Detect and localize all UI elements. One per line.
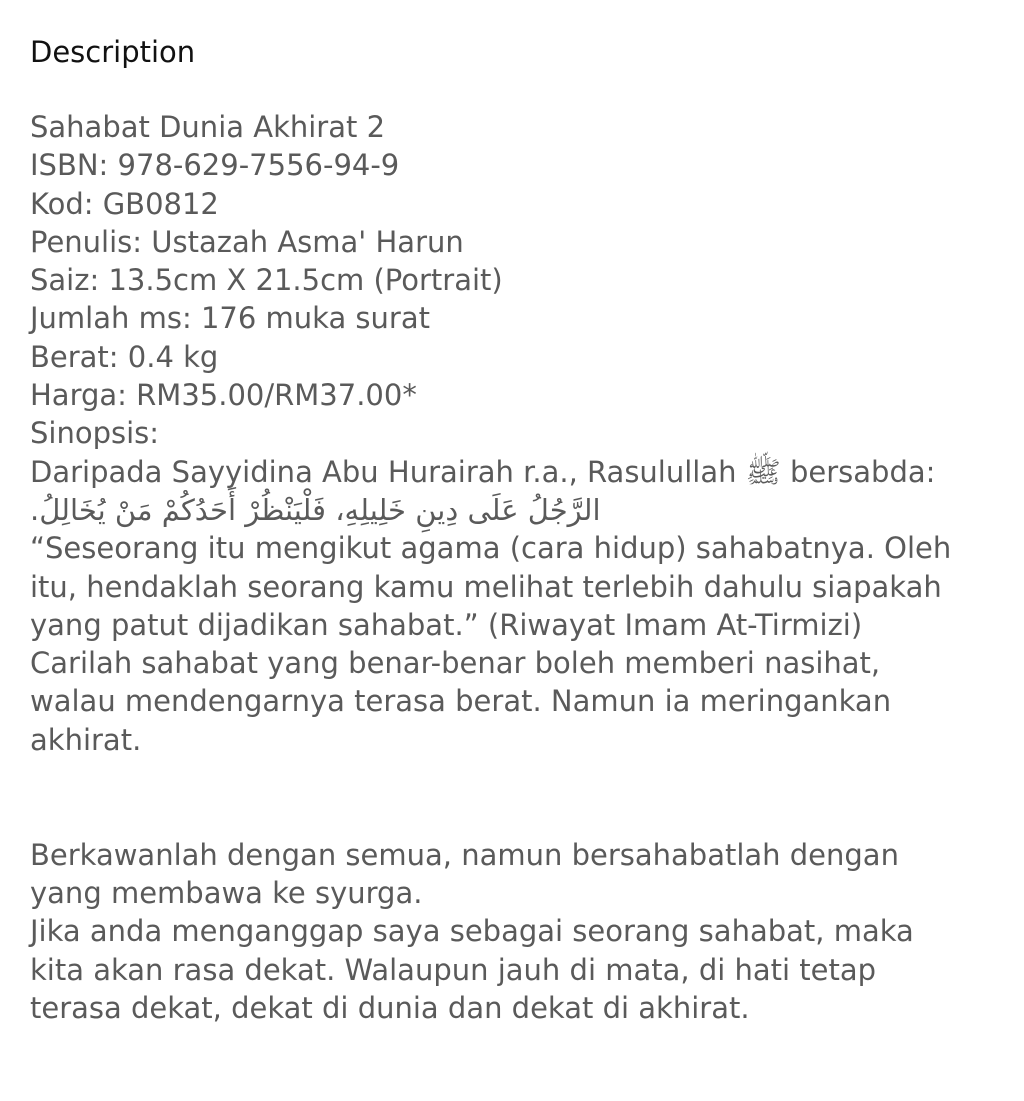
closing-line: kita akan rasa dekat. Walaupun jauh di mata, di hati tetap [30, 952, 877, 987]
closing-line: yang membawa ke syurga. [30, 875, 423, 910]
description-body [30, 108, 1000, 1027]
size-line: Saiz: 13.5cm X 21.5cm (Portrait) [30, 263, 503, 298]
page-count-line: Jumlah ms: 176 muka surat [30, 301, 430, 336]
closing-line: Jika anda menganggap saya sebagai seorang sahabat, maka [30, 914, 914, 949]
code-line: Kod: GB0812 [30, 186, 219, 221]
synopsis-line: Carilah sahabat yang benar-benar boleh memberi nasihat, [30, 646, 881, 681]
author-line: Penulis: Ustazah Asma' Harun [30, 224, 464, 259]
book-title: Sahabat Dunia Akhirat 2 [30, 110, 386, 144]
description-heading: Description [30, 35, 196, 69]
price-line: Harga: RM35.00/RM37.00* [30, 378, 417, 413]
synopsis-line: walau mendengarnya terasa berat. Namun ia meringankan [30, 684, 892, 719]
hadith-translation-line: yang patut dijadikan sahabat.” (Riwayat Imam At-Tirmizi) [30, 607, 863, 642]
hadith-translation-line: “Seseorang itu mengikut agama (cara hidup) sahabatnya. Oleh [30, 531, 952, 566]
synopsis-label: Sinopsis: [30, 416, 160, 451]
isbn-line: ISBN: 978-629-7556-94-9 [30, 148, 400, 183]
arabic-hadith-text: الرَّجُلُ عَلَى دِينِ خَلِيلِهِ، فَلْيَنْظُرْ أَحَدُكُمْ مَنْ يُخَالِلُ. [30, 492, 601, 527]
hadith-intro-line: Daripada Sayyidina Abu Hurairah r.a., Rasulullah ﷺ bersabda: [30, 454, 936, 489]
closing-line: Berkawanlah dengan semua, namun bersahabatlah dengan [30, 837, 899, 872]
hadith-translation-line: itu, hendaklah seorang kamu melihat terlebih dahulu siapakah [30, 569, 942, 604]
closing-line: terasa dekat, dekat di dunia dan dekat di akhirat. [30, 990, 750, 1025]
synopsis-line: akhirat. [30, 722, 142, 757]
weight-line: Berat: 0.4 kg [30, 339, 219, 374]
paragraph-gap [30, 759, 1000, 836]
